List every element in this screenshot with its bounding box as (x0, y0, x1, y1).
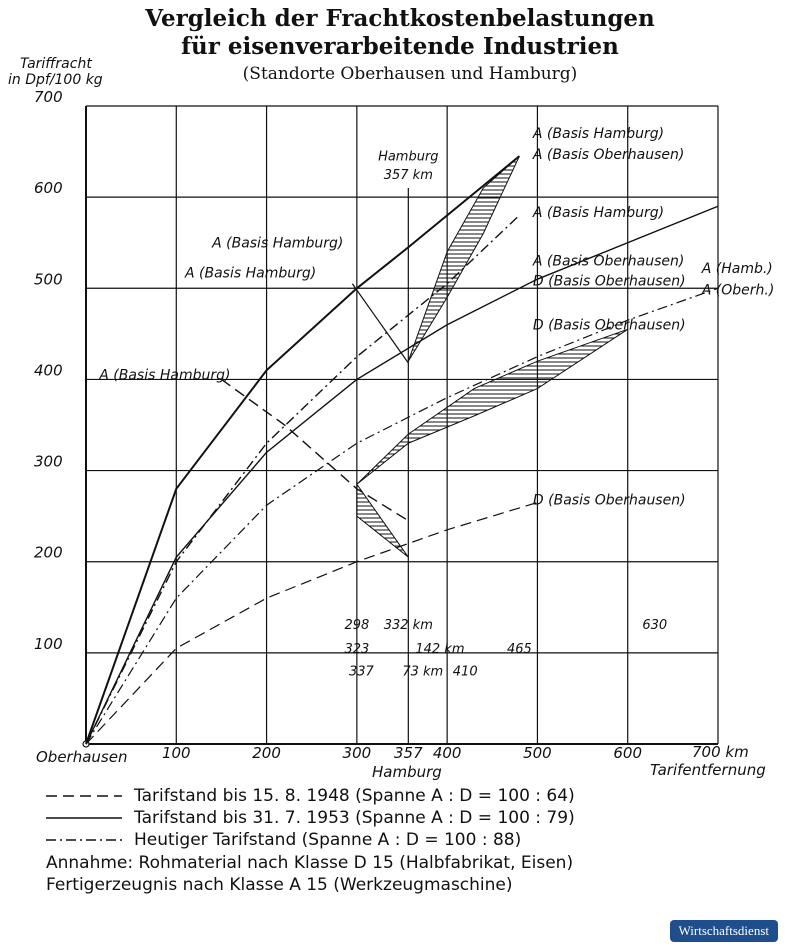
legend-label: Tarifstand bis 15. 8. 1948 (Spanne A : D = 100 : 64) (134, 786, 575, 806)
chart-title-line2: für eisenverarbeitende Industrien (181, 33, 619, 60)
series-label: A (Basis Oberhausen) (532, 253, 685, 270)
y-tick-label: 500 (34, 270, 63, 289)
chart-annotations (344, 150, 667, 680)
chart-title-line1: Vergleich der Frachtkostenbelastungen (145, 5, 655, 32)
y-tick-label: 600 (34, 179, 63, 198)
series-label: A (Basis Hamburg) (532, 125, 665, 142)
chart-series (86, 156, 718, 744)
series-line (352, 284, 408, 363)
series-label: A (Basis Oberhausen) (532, 146, 685, 163)
annotation-label: 630 (642, 618, 668, 634)
x-tick-label: 400 (432, 744, 462, 762)
series-label: D (Basis Oberhausen) (532, 317, 686, 334)
x-axis-label-line2: Tarifentfernung (650, 761, 766, 779)
annotation-label: 357 km (383, 167, 433, 183)
chart-subtitle: (Standorte Oberhausen und Hamburg) (242, 64, 578, 84)
annotation-label: 73 km (402, 664, 444, 680)
x-tick-label: 200 (252, 744, 281, 762)
series-line (86, 502, 537, 744)
hatched-region (357, 329, 628, 484)
y-axis-label-line2: in Dpf/100 kg (8, 72, 103, 88)
series-label: A (Basis Hamburg) (212, 235, 344, 252)
annotation-label: 465 (506, 641, 532, 657)
annotation-label: 323 (344, 641, 370, 657)
assumption-note-line1: Annahme: Rohmaterial nach Klasse D 15 (Halbfabrikat, Eisen) (46, 853, 574, 873)
series-label: D (Basis Oberhausen) (532, 492, 686, 509)
x-tick-label: 500 (523, 744, 552, 762)
hatched-region (408, 156, 519, 361)
legend-label: Heutiger Tarifstand (Spanne A : D = 100 : 88) (134, 830, 522, 850)
x-tick-label: 300 (342, 744, 372, 762)
chart-legend (46, 786, 575, 850)
x-tick-label: 357 (393, 744, 423, 762)
hamburg-axis-label: Hamburg (372, 763, 442, 781)
y-tick-label: 200 (34, 543, 63, 562)
y-tick-label: 300 (34, 452, 63, 471)
axis-ticks (34, 88, 642, 762)
series-label: A (Hamb.) (701, 260, 773, 277)
series-label: A (Basis Hamburg) (99, 367, 231, 384)
annotation-label: 332 km (383, 618, 433, 634)
series-label: A (Basis Hamburg) (185, 265, 317, 282)
series-label: A (Oberh.) (701, 282, 775, 299)
annotation-label: 337 (348, 664, 374, 680)
y-axis-label-line1: Tariffracht (20, 56, 92, 72)
annotation-label: 142 km (415, 641, 465, 657)
y-tick-label: 100 (34, 634, 63, 653)
chart-grid (83, 106, 718, 747)
origin-label: Oberhausen (36, 748, 128, 766)
y-tick-label: 400 (34, 361, 63, 380)
series-label: A (Basis Hamburg) (532, 205, 665, 222)
annotation-label: 410 (452, 664, 478, 680)
x-axis-label-line1: 700 km (692, 743, 749, 761)
y-tick-label: 700 (34, 88, 63, 106)
x-tick-label: 600 (613, 744, 643, 762)
series-label: D (Basis Oberhausen) (532, 273, 686, 290)
annotation-label: Hamburg (378, 149, 439, 165)
assumption-note-line2: Fertigerzeugnis nach Klasse A 15 (Werkzeugmaschine) (46, 875, 513, 895)
x-tick-label: 100 (161, 744, 191, 762)
series-line (221, 379, 408, 520)
legend-label: Tarifstand bis 31. 7. 1953 (Spanne A : D = 100 : 79) (134, 808, 575, 828)
publisher-badge: Wirtschaftsdienst (670, 920, 778, 942)
annotation-label: 298 (344, 618, 370, 634)
series-labels (98, 126, 774, 508)
